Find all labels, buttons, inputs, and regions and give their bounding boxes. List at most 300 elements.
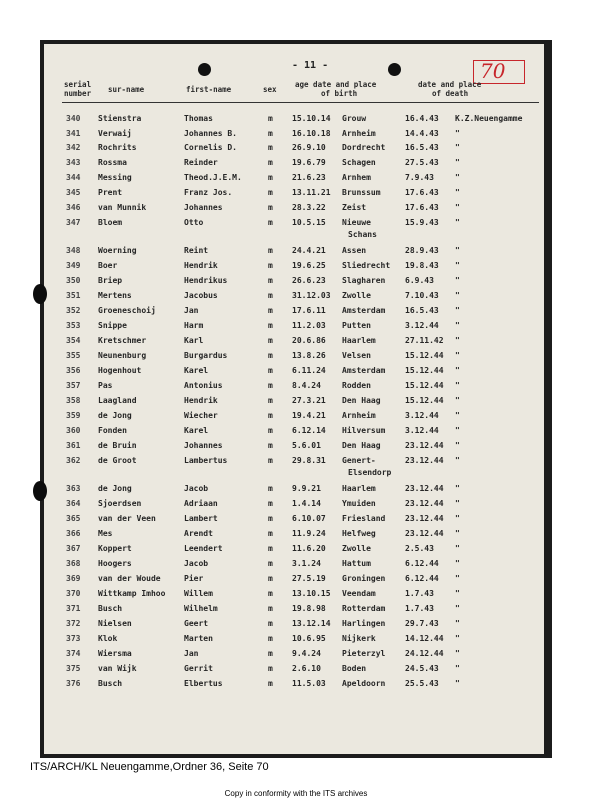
sex: m [268, 276, 273, 285]
death-date: 17.6.43 [405, 188, 439, 197]
sex: m [268, 664, 273, 673]
serial-number: 360 [66, 426, 81, 435]
death-date: 6.12.44 [405, 574, 439, 583]
birth-date: 17.6.11 [292, 306, 326, 315]
header-birth-line1: age date and place [295, 80, 377, 89]
table-row [0, 188, 592, 203]
death-date: 16.4.43 [405, 114, 439, 123]
header-sex: sex [263, 85, 277, 94]
serial-number: 376 [66, 679, 81, 688]
serial-number: 346 [66, 203, 81, 212]
birth-date: 6.12.14 [292, 426, 326, 435]
birth-place: Zwolle [342, 291, 371, 300]
sex: m [268, 484, 273, 493]
serial-number: 348 [66, 246, 81, 255]
birth-place: Hattum [342, 559, 371, 568]
death-place: " [455, 574, 460, 583]
sex: m [268, 246, 273, 255]
serial-number: 352 [66, 306, 81, 315]
surname: de Groot [98, 456, 137, 465]
sex: m [268, 203, 273, 212]
serial-number: 344 [66, 173, 81, 182]
header-death-line1: date and place [418, 80, 482, 89]
surname: de Jong [98, 411, 132, 420]
death-place: " [455, 143, 460, 152]
first-name: Hendrikus [184, 276, 228, 285]
death-place: " [455, 679, 460, 688]
death-date: 15.12.44 [405, 381, 444, 390]
sex: m [268, 544, 273, 553]
table-row [0, 679, 592, 694]
table-row [0, 114, 592, 129]
serial-number: 366 [66, 529, 81, 538]
death-date: 24.5.43 [405, 664, 439, 673]
birth-place: Apeldoorn [342, 679, 386, 688]
death-date: 24.12.44 [405, 649, 444, 658]
serial-number: 343 [66, 158, 81, 167]
birth-date: 15.10.14 [292, 114, 331, 123]
birth-place: Haarlem [342, 484, 376, 493]
table-row [0, 381, 592, 396]
serial-number: 375 [66, 664, 81, 673]
serial-number: 373 [66, 634, 81, 643]
death-date: 17.6.43 [405, 203, 439, 212]
birth-place: Assen [342, 246, 367, 255]
birth-place: Pieterzyl [342, 649, 386, 658]
death-place: " [455, 664, 460, 673]
death-date: 23.12.44 [405, 529, 444, 538]
table-row [0, 366, 592, 381]
sex: m [268, 649, 273, 658]
birth-date: 13.12.14 [292, 619, 331, 628]
table-row [0, 544, 592, 559]
death-date: 7.9.43 [405, 173, 434, 182]
first-name: Lambertus [184, 456, 228, 465]
death-place: " [455, 188, 460, 197]
birth-place: Rotterdam [342, 604, 386, 613]
surname: Hoogers [98, 559, 132, 568]
first-name: Lambert [184, 514, 218, 523]
surname: Messing [98, 173, 132, 182]
filing-hole-right [388, 63, 401, 76]
birth-date: 10.5.15 [292, 218, 326, 227]
death-place: " [455, 218, 460, 227]
birth-place: Zwolle [342, 544, 371, 553]
death-place: " [455, 291, 460, 300]
serial-number: 359 [66, 411, 81, 420]
birth-date: 8.4.24 [292, 381, 321, 390]
first-name: Antonius [184, 381, 223, 390]
birth-date: 20.6.86 [292, 336, 326, 345]
header-birth [295, 80, 376, 98]
first-name: Johannes [184, 441, 223, 450]
birth-date: 1.4.14 [292, 499, 321, 508]
surname: Hogenhout [98, 366, 142, 375]
birth-date: 19.6.25 [292, 261, 326, 270]
first-name: Leendert [184, 544, 223, 553]
sex: m [268, 188, 273, 197]
surname: van Munnik [98, 203, 147, 212]
death-place: " [455, 649, 460, 658]
serial-number: 358 [66, 396, 81, 405]
death-date: 23.12.44 [405, 456, 444, 465]
birth-date: 19.8.98 [292, 604, 326, 613]
sex: m [268, 366, 273, 375]
death-place: " [455, 158, 460, 167]
serial-number: 361 [66, 441, 81, 450]
serial-number: 351 [66, 291, 81, 300]
death-place: " [455, 306, 460, 315]
serial-number: 370 [66, 589, 81, 598]
birth-place: Groningen [342, 574, 386, 583]
surname: Wittkamp Imhoo [98, 589, 166, 598]
birth-date: 27.5.19 [292, 574, 326, 583]
death-date: 27.11.42 [405, 336, 444, 345]
folio-number: 70 [480, 59, 506, 83]
birth-place: Nijkerk [342, 634, 376, 643]
archive-reference: ITS/ARCH/KL Neuengamme,Ordner 36, Seite 70 [30, 761, 269, 773]
death-date: 6.9.43 [405, 276, 434, 285]
death-date: 15.12.44 [405, 351, 444, 360]
birth-place: Amsterdam [342, 366, 386, 375]
first-name: Karel [184, 426, 209, 435]
first-name: Otto [184, 218, 204, 227]
birth-place: Friesland [342, 514, 386, 523]
death-date: 7.10.43 [405, 291, 439, 300]
surname: Kretschmer [98, 336, 147, 345]
serial-number: 342 [66, 143, 81, 152]
table-row [0, 291, 592, 306]
sex: m [268, 634, 273, 643]
first-name: Hendrik [184, 261, 218, 270]
surname: Stienstra [98, 114, 142, 123]
birth-date: 26.6.23 [292, 276, 326, 285]
serial-number: 374 [66, 649, 81, 658]
birth-date: 9.4.24 [292, 649, 321, 658]
death-place: " [455, 559, 460, 568]
sex: m [268, 336, 273, 345]
birth-date: 13.10.15 [292, 589, 331, 598]
birth-place: Schagen [342, 158, 376, 167]
death-date: 1.7.43 [405, 604, 434, 613]
sex: m [268, 158, 273, 167]
sex: m [268, 291, 273, 300]
surname: Rossma [98, 158, 127, 167]
surname: Klok [98, 634, 118, 643]
death-place: " [455, 634, 460, 643]
birth-date: 13.8.26 [292, 351, 326, 360]
header-death-line2: of death [432, 89, 469, 98]
birth-date: 29.8.31 [292, 456, 326, 465]
death-date: 29.7.43 [405, 619, 439, 628]
death-date: 6.12.44 [405, 559, 439, 568]
death-date: 2.5.43 [405, 544, 434, 553]
death-place: " [455, 321, 460, 330]
death-date: 19.8.43 [405, 261, 439, 270]
first-name: Karel [184, 366, 209, 375]
birth-date: 19.4.21 [292, 411, 326, 420]
surname: Wiersma [98, 649, 132, 658]
sex: m [268, 381, 273, 390]
header-death [418, 80, 481, 98]
surname: van der Veen [98, 514, 156, 523]
death-place: " [455, 484, 460, 493]
birth-place: Boden [342, 664, 367, 673]
first-name: Adriaan [184, 499, 218, 508]
birth-place: Sliedrecht [342, 261, 391, 270]
table-row [0, 529, 592, 544]
birth-place: Genert- [342, 456, 376, 465]
serial-number: 349 [66, 261, 81, 270]
sex: m [268, 129, 273, 138]
first-name: Harm [184, 321, 204, 330]
birth-date: 5.6.01 [292, 441, 321, 450]
surname: de Jong [98, 484, 132, 493]
sex: m [268, 321, 273, 330]
death-date: 23.12.44 [405, 514, 444, 523]
serial-number: 363 [66, 484, 81, 493]
surname: Boer [98, 261, 118, 270]
header-serial [64, 80, 91, 98]
serial-number: 367 [66, 544, 81, 553]
table-row [0, 261, 592, 276]
birth-place: Arnhem [342, 173, 371, 182]
surname: Briep [98, 276, 123, 285]
first-name: Cornelis D. [184, 143, 237, 152]
sex: m [268, 441, 273, 450]
birth-date: 21.6.23 [292, 173, 326, 182]
page-number: - 11 - [292, 60, 329, 71]
first-name: Johannes [184, 203, 223, 212]
table-row [0, 411, 592, 426]
birth-date: 24.4.21 [292, 246, 326, 255]
serial-number: 368 [66, 559, 81, 568]
surname: Laagland [98, 396, 137, 405]
first-name: Willem [184, 589, 213, 598]
birth-place: Dordrecht [342, 143, 386, 152]
table-row [0, 426, 592, 441]
birth-date: 27.3.21 [292, 396, 326, 405]
table-row [0, 664, 592, 679]
first-name: Gerrit [184, 664, 213, 673]
birth-place: Den Haag [342, 441, 381, 450]
first-name: Arendt [184, 529, 213, 538]
table-row [0, 396, 592, 411]
table-row [0, 589, 592, 604]
birth-place: Brunssum [342, 188, 381, 197]
sex: m [268, 604, 273, 613]
table-row [0, 514, 592, 529]
first-name: Franz Jos. [184, 188, 233, 197]
death-date: 14.12.44 [405, 634, 444, 643]
sex: m [268, 589, 273, 598]
birth-date: 26.9.10 [292, 143, 326, 152]
first-name: Reint [184, 246, 209, 255]
sex: m [268, 143, 273, 152]
header-surname: sur-name [108, 85, 145, 94]
birth-place-continued: Elsendorp [348, 468, 392, 477]
birth-place: Hilversum [342, 426, 386, 435]
serial-number: 362 [66, 456, 81, 465]
table-row [0, 276, 592, 291]
surname: Rochrits [98, 143, 137, 152]
first-name: Jan [184, 306, 199, 315]
death-date: 1.7.43 [405, 589, 434, 598]
death-place: " [455, 619, 460, 628]
sex: m [268, 218, 273, 227]
birth-place: Rodden [342, 381, 371, 390]
death-place: " [455, 203, 460, 212]
death-place: " [455, 544, 460, 553]
death-place: " [455, 514, 460, 523]
table-row [0, 456, 592, 471]
death-place: " [455, 589, 460, 598]
table-row [0, 246, 592, 261]
serial-number: 345 [66, 188, 81, 197]
death-date: 3.12.44 [405, 321, 439, 330]
sex: m [268, 514, 273, 523]
table-row [0, 634, 592, 649]
serial-number: 353 [66, 321, 81, 330]
table-row [0, 351, 592, 366]
birth-date: 28.3.22 [292, 203, 326, 212]
first-name: Thomas [184, 114, 213, 123]
surname: Snippe [98, 321, 127, 330]
first-name: Jacob [184, 559, 209, 568]
serial-number: 350 [66, 276, 81, 285]
first-name: Wiecher [184, 411, 218, 420]
birth-place: Zeist [342, 203, 367, 212]
sex: m [268, 114, 273, 123]
surname: Mes [98, 529, 113, 538]
serial-number: 347 [66, 218, 81, 227]
surname: Verwaij [98, 129, 132, 138]
surname: Nielsen [98, 619, 132, 628]
serial-number: 356 [66, 366, 81, 375]
sex: m [268, 173, 273, 182]
death-date: 15.9.43 [405, 218, 439, 227]
death-place: " [455, 336, 460, 345]
table-row [0, 306, 592, 321]
surname: Busch [98, 679, 123, 688]
first-name: Marten [184, 634, 213, 643]
death-place: " [455, 499, 460, 508]
birth-place: Slagharen [342, 276, 386, 285]
first-name: Elbertus [184, 679, 223, 688]
sex: m [268, 559, 273, 568]
surname: Koppert [98, 544, 132, 553]
death-date: 3.12.44 [405, 411, 439, 420]
death-place: " [455, 276, 460, 285]
serial-number: 354 [66, 336, 81, 345]
first-name: Reinder [184, 158, 218, 167]
birth-date: 9.9.21 [292, 484, 321, 493]
serial-number: 341 [66, 129, 81, 138]
conformity-note: Copy in conformity with the ITS archives [224, 789, 368, 798]
surname: Busch [98, 604, 123, 613]
death-place: " [455, 246, 460, 255]
birth-date: 11.9.24 [292, 529, 326, 538]
birth-date: 16.10.18 [292, 129, 331, 138]
table-row [0, 336, 592, 351]
surname: de Bruin [98, 441, 137, 450]
death-place: " [455, 396, 460, 405]
birth-place: Velsen [342, 351, 371, 360]
death-date: 23.12.44 [405, 441, 444, 450]
surname: Neunenburg [98, 351, 147, 360]
birth-place: Helfweg [342, 529, 376, 538]
death-place: " [455, 173, 460, 182]
death-date: 15.12.44 [405, 366, 444, 375]
first-name: Hendrik [184, 396, 218, 405]
header-firstname: first-name [186, 85, 232, 94]
birth-place-continued: Schans [348, 230, 377, 239]
birth-place: Arnheim [342, 411, 376, 420]
death-date: 28.9.43 [405, 246, 439, 255]
first-name: Theod.J.E.M. [184, 173, 242, 182]
surname: van der Woude [98, 574, 161, 583]
table-row [0, 499, 592, 514]
surname: van Wijk [98, 664, 137, 673]
death-place: " [455, 381, 460, 390]
death-place: " [455, 351, 460, 360]
surname: Bloem [98, 218, 123, 227]
death-place: " [455, 129, 460, 138]
birth-date: 11.6.20 [292, 544, 326, 553]
header-rule [62, 102, 539, 103]
sex: m [268, 306, 273, 315]
table-row [0, 321, 592, 336]
table-row [0, 574, 592, 589]
birth-date: 3.1.24 [292, 559, 321, 568]
table-row [0, 218, 592, 233]
sex: m [268, 351, 273, 360]
table-row [0, 143, 592, 158]
birth-date: 19.6.79 [292, 158, 326, 167]
sex: m [268, 619, 273, 628]
serial-number: 369 [66, 574, 81, 583]
birth-place: Harlingen [342, 619, 386, 628]
death-date: 14.4.43 [405, 129, 439, 138]
first-name: Karl [184, 336, 204, 345]
death-place: " [455, 604, 460, 613]
death-place: " [455, 261, 460, 270]
death-date: 15.12.44 [405, 396, 444, 405]
sex: m [268, 396, 273, 405]
surname: Mertens [98, 291, 132, 300]
table-row [0, 619, 592, 634]
serial-number: 365 [66, 514, 81, 523]
sex: m [268, 456, 273, 465]
first-name: Burgardus [184, 351, 228, 360]
death-place: " [455, 366, 460, 375]
birth-place: Grouw [342, 114, 367, 123]
surname: Woerning [98, 246, 137, 255]
serial-number: 371 [66, 604, 81, 613]
serial-number: 372 [66, 619, 81, 628]
header-birth-line2: of birth [321, 89, 358, 98]
first-name: Jacobus [184, 291, 218, 300]
birth-date: 13.11.21 [292, 188, 331, 197]
first-name: Geert [184, 619, 209, 628]
death-place: K.Z.Neuengamme [455, 114, 523, 123]
serial-number: 355 [66, 351, 81, 360]
birth-date: 11.5.03 [292, 679, 326, 688]
surname: Pas [98, 381, 113, 390]
birth-place: Ymuiden [342, 499, 376, 508]
birth-place: Nieuwe [342, 218, 371, 227]
table-row [0, 484, 592, 499]
